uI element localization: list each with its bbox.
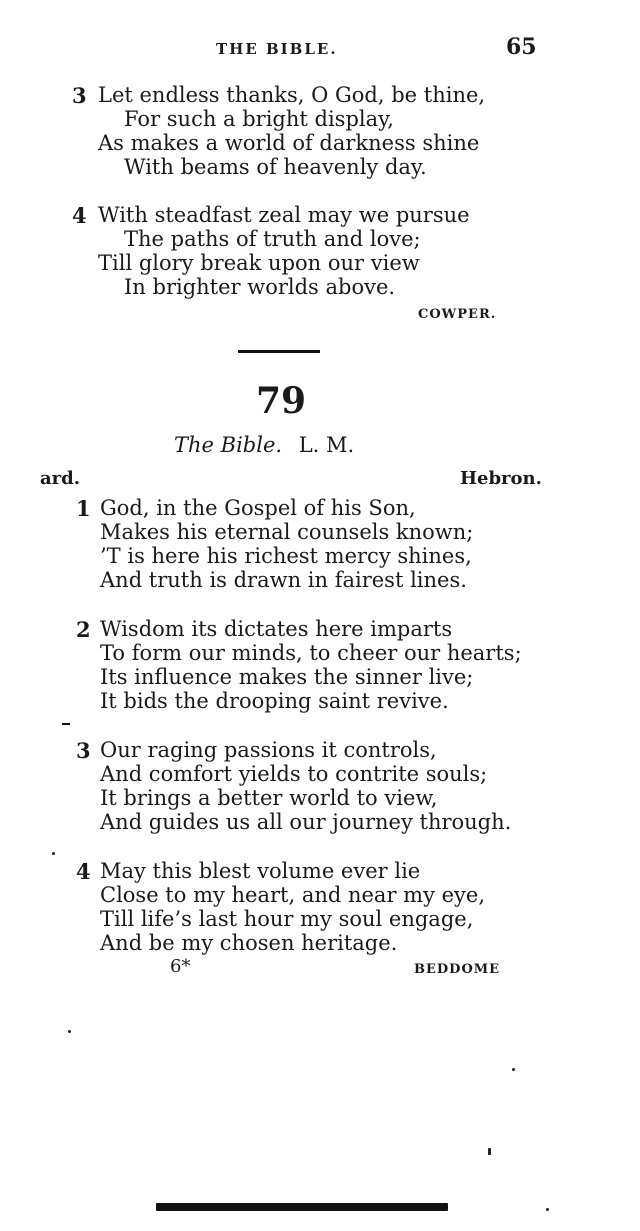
print-speck [68, 1030, 71, 1033]
print-speck [52, 852, 55, 855]
verse-number: 4 [76, 859, 91, 884]
hymn-author: BEDDOME [414, 962, 501, 977]
verse-line: Close to my heart, and near my eye, [100, 883, 486, 907]
running-head: THE BIBLE. [216, 40, 338, 58]
hymn-title-text: The Bible. [174, 433, 283, 457]
verse-line: Its influence makes the sinner live; [100, 665, 474, 689]
page-number: 65 [506, 34, 537, 60]
verse-line: As makes a world of darkness shine [98, 131, 480, 155]
print-mark [62, 723, 70, 725]
verse-line: The paths of truth and love; [124, 227, 421, 251]
bottom-rule [156, 1203, 448, 1211]
verse-line: To form our minds, to cheer our hearts; [100, 641, 522, 665]
tune-right: Hebron. [460, 468, 542, 489]
verse-line: Makes his eternal counsels known; [100, 520, 474, 544]
verse-line: Our raging passions it controls, [100, 738, 437, 762]
verse-line: Wisdom its dictates here imparts [100, 617, 453, 641]
print-speck [546, 1208, 549, 1211]
verse-line: God, in the Gospel of his Son, [100, 496, 416, 520]
verse-line: With steadfast zeal may we pursue [98, 203, 470, 227]
hymn-title [174, 433, 354, 457]
verse-line: In brighter worlds above. [124, 275, 396, 299]
hymn-meter: L. M. [298, 433, 355, 457]
verse-line: For such a bright display, [124, 107, 394, 131]
verse-line: And truth is drawn in fairest lines. [100, 568, 467, 592]
verse-line: And guides us all our journey through. [100, 810, 512, 834]
verse-line: Let endless thanks, O God, be thine, [98, 83, 486, 107]
hymn-number: 79 [256, 380, 307, 422]
verse-line: With beams of heavenly day. [124, 155, 427, 179]
print-speck [488, 1148, 491, 1155]
prev-hymn-author: COWPER. [418, 307, 497, 322]
verse-line: And comfort yields to contrite souls; [100, 762, 488, 786]
verse-line: May this blest volume ever lie [100, 859, 421, 883]
verse-number: 1 [76, 496, 91, 521]
verse-line: ’T is here his richest mercy shines, [100, 544, 472, 568]
verse-number: 4 [72, 203, 87, 228]
tune-left: ard. [40, 468, 80, 489]
verse-line: And be my chosen heritage. [100, 931, 398, 955]
print-speck [512, 1068, 515, 1071]
verse-line: It bids the drooping saint revive. [100, 689, 449, 713]
section-divider [238, 350, 320, 353]
verse-line: It brings a better world to view, [100, 786, 438, 810]
verse-line: Till life’s last hour my soul engage, [100, 907, 474, 931]
verse-number: 3 [72, 83, 87, 108]
verse-number: 2 [76, 617, 91, 642]
signature-mark: 6* [170, 956, 191, 977]
verse-line: Till glory break upon our view [98, 251, 420, 275]
verse-number: 3 [76, 738, 91, 763]
